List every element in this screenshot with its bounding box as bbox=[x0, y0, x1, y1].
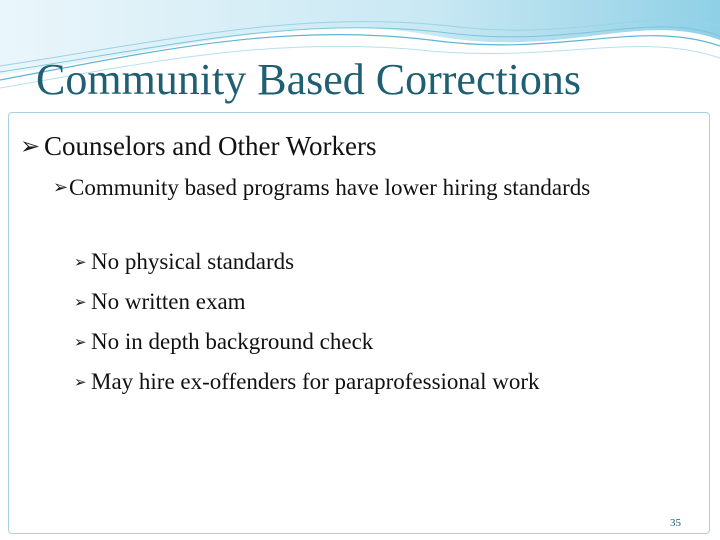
bullet-level2 bbox=[53, 172, 653, 204]
arrow-bullet-icon: ➢ bbox=[74, 293, 87, 311]
bullet-level3 bbox=[74, 366, 540, 398]
bullet-text: Counselors and Other Workers bbox=[44, 131, 377, 161]
bullet-level3 bbox=[74, 326, 373, 358]
arrow-bullet-icon: ➢ bbox=[74, 333, 87, 351]
arrow-bullet-icon: ➢ bbox=[74, 253, 87, 271]
bullet-text: Community based programs have lower hiring standards bbox=[69, 175, 591, 200]
arrow-bullet-icon: ➢ bbox=[53, 177, 69, 198]
arrow-bullet-icon: ➢ bbox=[74, 373, 87, 391]
bullet-text: May hire ex-offenders for paraprofessional work bbox=[91, 369, 540, 394]
bullet-text: No physical standards bbox=[91, 249, 295, 274]
page-number: 35 bbox=[670, 517, 681, 529]
bullet-text: No in depth background check bbox=[91, 329, 374, 354]
arrow-bullet-icon: ➢ bbox=[20, 132, 41, 160]
bullet-level3 bbox=[74, 286, 246, 318]
bullet-level1 bbox=[20, 128, 377, 164]
bullet-level3 bbox=[74, 246, 294, 278]
slide-title: Community Based Corrections bbox=[36, 55, 582, 104]
bullet-text: No written exam bbox=[91, 289, 246, 314]
